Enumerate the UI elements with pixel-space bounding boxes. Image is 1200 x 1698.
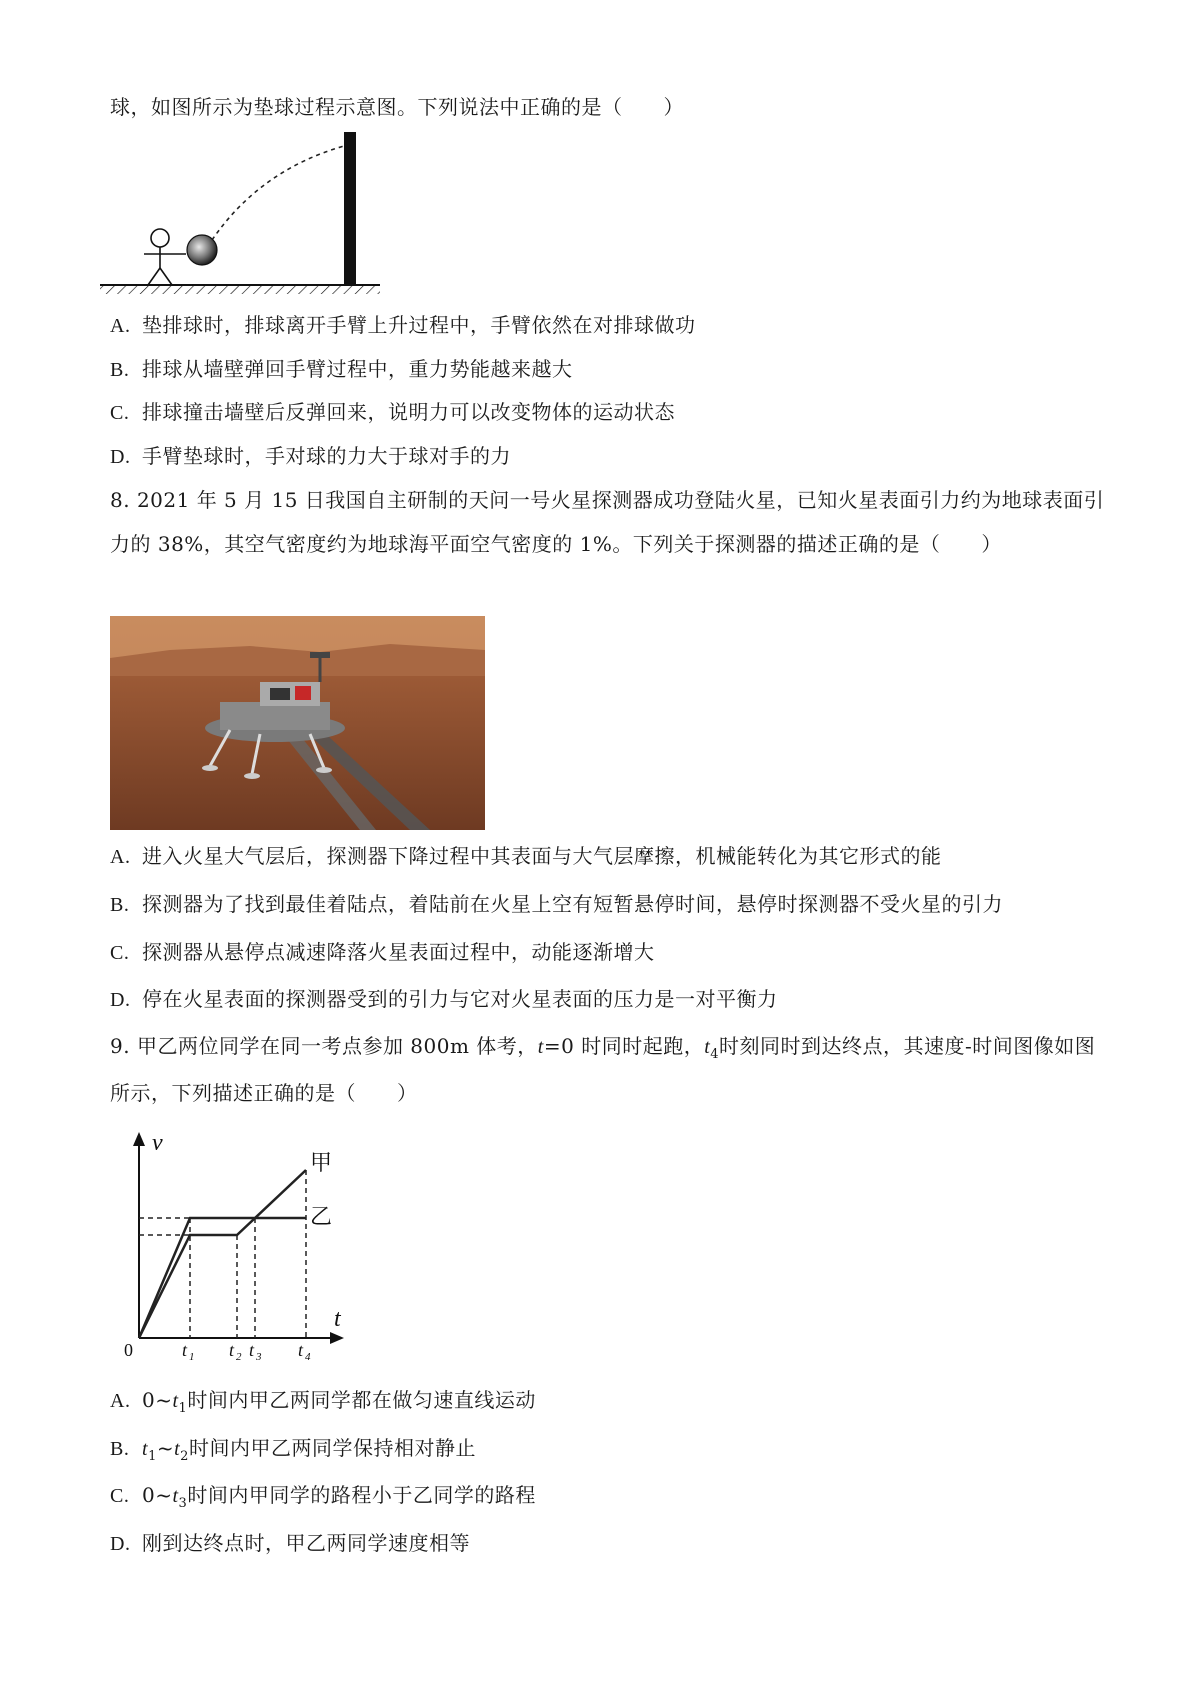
q9-text-c: 时刻同时到达终点，其速度-时间图像如图 <box>719 1034 1096 1058</box>
svg-text:t: t <box>182 1340 188 1360</box>
option-sub: 1 <box>178 1401 188 1416</box>
option-letter: B. <box>110 894 130 916</box>
v-axis-label: v <box>152 1130 163 1156</box>
option-t: t <box>172 1485 179 1507</box>
q8-option-c[interactable] <box>110 937 655 968</box>
stick-figure <box>144 229 186 285</box>
option-text: 停在火星表面的探测器受到的引力与它对火星表面的压力是一对平衡力 <box>142 987 778 1011</box>
wall <box>344 132 356 285</box>
mars-lander-photo <box>110 616 485 830</box>
q8-option-b[interactable] <box>110 889 1003 920</box>
svg-text:4: 4 <box>305 1351 311 1360</box>
ball-trajectory <box>212 146 344 240</box>
svg-text:3: 3 <box>256 1351 262 1360</box>
option-letter: B. <box>110 359 130 381</box>
option-text: 探测器从悬停点减速降落火星表面过程中，动能逐渐增大 <box>142 940 655 964</box>
svg-text:2: 2 <box>236 1351 242 1360</box>
option-text: 排球从墙壁弹回手臂过程中，重力势能越来越大 <box>142 357 573 381</box>
q7-option-b[interactable] <box>110 354 573 385</box>
q9-text-b: =0 时同时起跑， <box>543 1034 705 1058</box>
option-t2: t <box>174 1438 181 1460</box>
q8-option-d[interactable] <box>110 984 778 1015</box>
tick-t4 <box>298 1340 311 1360</box>
option-text: 手臂垫球时，手对球的力大于球对手的力 <box>142 444 511 468</box>
svg-text:1: 1 <box>189 1351 195 1360</box>
series-jia-label: 甲 <box>310 1151 333 1176</box>
option-pre: 0~ <box>142 1483 173 1507</box>
option-letter: C. <box>110 942 130 964</box>
q9-t4-sub: 4 <box>710 1047 720 1062</box>
svg-text:t: t <box>229 1340 235 1360</box>
option-t: t <box>172 1390 179 1412</box>
series-yi-label: 乙 <box>310 1205 333 1230</box>
q7-option-d[interactable] <box>110 441 511 472</box>
tick-t3 <box>249 1340 262 1360</box>
option-text: 排球撞击墙壁后反弹回来，说明力可以改变物体的运动状态 <box>142 400 675 424</box>
option-letter: D. <box>110 446 131 468</box>
q9-option-b[interactable] <box>110 1433 476 1472</box>
q7-stem-tail: 球，如图所示为垫球过程示意图。下列说法中正确的是（ ） <box>110 95 684 119</box>
ground-hatch <box>100 286 380 294</box>
q7-option-c[interactable] <box>110 397 675 428</box>
svg-text:t: t <box>298 1340 304 1360</box>
option-text: 时间内甲乙两同学保持相对静止 <box>188 1436 476 1460</box>
option-text: 探测器为了找到最佳着陆点，着陆前在火星上空有短暂悬停时间，悬停时探测器不受火星的引力 <box>142 892 1003 916</box>
option-letter: B. <box>110 1438 130 1460</box>
origin-label: 0 <box>124 1340 133 1360</box>
option-mid: ~ <box>156 1436 175 1460</box>
option-letter: D. <box>110 989 131 1011</box>
volleyball-diagram <box>100 130 390 300</box>
ball <box>187 235 217 265</box>
option-letter: A. <box>110 315 131 337</box>
tick-t1 <box>182 1340 195 1360</box>
option-text: 垫排球时，排球离开手臂上升过程中，手臂依然在对排球做功 <box>142 313 696 337</box>
option-letter: D. <box>110 1533 131 1555</box>
q9-t4: t <box>704 1036 711 1058</box>
q7-option-a[interactable] <box>110 310 696 341</box>
q9-option-d[interactable] <box>110 1528 470 1559</box>
q8-stem-line1: 8. 2021 年 5 月 15 日我国自主研制的天问一号火星探测器成功登陆火星，已知火星表面引力约为地球表面引 <box>110 488 1105 512</box>
option-sub: 1 <box>148 1449 157 1464</box>
t-axis-label: t <box>334 1306 341 1332</box>
option-letter: A. <box>110 1390 131 1412</box>
option-text: 刚到达终点时，甲乙两同学速度相等 <box>142 1531 470 1555</box>
q9-stem-line1 <box>110 1031 1095 1070</box>
option-text: 时间内甲同学的路程小于乙同学的路程 <box>187 1483 536 1507</box>
q8-stem-line2: 力的 38%，其空气密度约为地球海平面空气密度的 1%。下列关于探测器的描述正确的是（ ） <box>110 532 1002 556</box>
option-letter: A. <box>110 846 131 868</box>
option-letter: C. <box>110 402 130 424</box>
tick-t2 <box>229 1340 242 1360</box>
series-jia-line <box>139 1170 306 1338</box>
option-text: 时间内甲乙两同学都在做匀速直线运动 <box>187 1388 536 1412</box>
svg-text:t: t <box>249 1340 255 1360</box>
q9-t: t <box>537 1036 544 1058</box>
v-axis-arrow <box>133 1132 145 1146</box>
q9-text-a: 9. 甲乙两位同学在同一考点参加 800m 体考， <box>110 1034 538 1058</box>
option-sub2: 2 <box>180 1449 189 1464</box>
q8-option-a[interactable] <box>110 841 942 872</box>
option-sub: 3 <box>178 1496 188 1511</box>
option-text: 进入火星大气层后，探测器下降过程中其表面与大气层摩擦，机械能转化为其它形式的能 <box>142 844 942 868</box>
velocity-time-graph <box>112 1130 362 1360</box>
option-t: t <box>142 1438 149 1460</box>
option-letter: C. <box>110 1485 130 1507</box>
t-axis-arrow <box>330 1332 344 1344</box>
q9-option-a[interactable] <box>110 1385 536 1424</box>
q9-option-c[interactable] <box>110 1480 536 1519</box>
option-pre: 0~ <box>142 1388 173 1412</box>
q9-stem-line2: 所示，下列描述正确的是（ ） <box>110 1081 418 1105</box>
